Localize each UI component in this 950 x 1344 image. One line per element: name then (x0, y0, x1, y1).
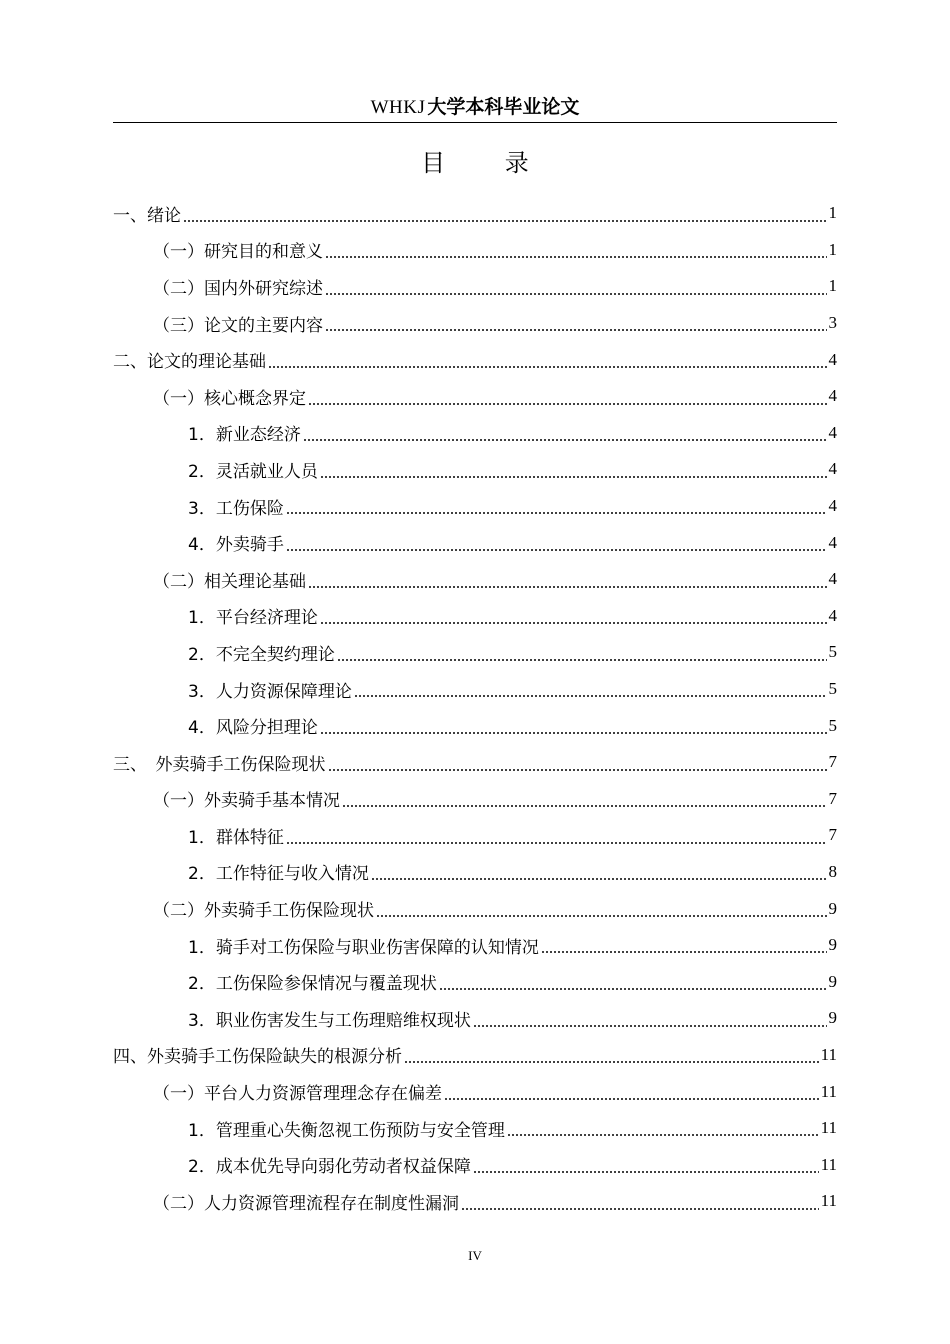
toc-entry-page-number: 9 (828, 898, 837, 918)
header-document-type: 大学本科毕业论文 (427, 96, 580, 118)
toc-dot-leader (461, 1208, 819, 1210)
toc-dot-leader (320, 476, 827, 478)
toc-entry[interactable] (113, 1073, 837, 1110)
toc-entry-label: 2．成本优先导向弱化劳动者权益保障 (188, 1157, 471, 1178)
toc-entry-label: 1．新业态经济 (188, 425, 301, 446)
toc-entry[interactable] (113, 1037, 837, 1074)
toc-entry-label: 1．平台经济理论 (188, 608, 318, 629)
toc-entry-page-number: 1 (828, 239, 837, 259)
toc-entry-label: 4．外卖骑手 (188, 535, 284, 556)
toc-entry[interactable] (113, 890, 837, 927)
toc-entry-label: （二）相关理论基础 (153, 571, 306, 592)
toc-entry[interactable] (113, 1146, 837, 1183)
toc-entry-label: 1．骑手对工伤保险与职业伤害保障的认知情况 (188, 937, 539, 958)
page-title: 目 录 (421, 149, 555, 177)
toc-entry-label: 4．风险分担理论 (188, 718, 318, 739)
toc-dot-leader (439, 988, 827, 990)
toc-entry[interactable] (113, 634, 837, 671)
toc-entry-label: 1．管理重心失衡忽视工伤预防与安全管理 (188, 1120, 505, 1141)
toc-entry-label: （一）外卖骑手基本情况 (153, 791, 340, 812)
toc-entry-page-number: 11 (820, 1044, 837, 1064)
toc-entry[interactable] (113, 817, 837, 854)
toc-entry[interactable] (113, 451, 837, 488)
toc-dot-leader (325, 293, 827, 295)
toc-dot-leader (286, 512, 827, 514)
toc-entry[interactable] (113, 524, 837, 561)
toc-entry-label: 1．群体特征 (188, 827, 284, 848)
toc-entry-label: 2．不完全契约理论 (188, 644, 335, 665)
toc-entry-page-number: 11 (820, 1081, 837, 1101)
toc-dot-leader (286, 842, 827, 844)
toc-entry-label: （一）核心概念界定 (153, 388, 306, 409)
toc-entry-label: 一、绪论 (113, 205, 181, 226)
toc-entry[interactable] (113, 305, 837, 342)
toc-entry-page-number: 11 (820, 1191, 837, 1211)
toc-entry-page-number: 11 (820, 1118, 837, 1138)
toc-entry-page-number: 5 (828, 715, 837, 735)
toc-entry-label: 3．人力资源保障理论 (188, 681, 352, 702)
toc-entry[interactable] (113, 854, 837, 891)
toc-entry-label: 3．职业伤害发生与工伤理赔维权现状 (188, 1010, 471, 1031)
toc-entry-label: 2．工伤保险参保情况与覆盖现状 (188, 974, 437, 995)
toc-entry-page-number: 7 (828, 752, 837, 772)
toc-entry-label: （一）研究目的和意义 (153, 242, 323, 263)
toc-entry[interactable] (113, 232, 837, 269)
toc-dot-leader (320, 622, 827, 624)
toc-entry-page-number: 4 (828, 349, 837, 369)
toc-entry[interactable] (113, 781, 837, 818)
toc-dot-leader (320, 732, 827, 734)
toc-entry[interactable] (113, 268, 837, 305)
toc-dot-leader (268, 366, 827, 368)
toc-entry[interactable] (113, 744, 837, 781)
toc-entry-page-number: 7 (828, 825, 837, 845)
toc-dot-leader (325, 329, 827, 331)
toc-entry-label: 2．灵活就业人员 (188, 461, 318, 482)
page-number-footer: IV (468, 1248, 482, 1263)
toc-dot-leader (473, 1171, 819, 1173)
toc-dot-leader (376, 915, 827, 917)
toc-entry[interactable] (113, 671, 837, 708)
toc-entry[interactable] (113, 707, 837, 744)
running-header (113, 92, 837, 123)
toc-entry-page-number: 4 (828, 386, 837, 406)
toc-entry-label: 二、论文的理论基础 (113, 352, 266, 373)
toc-dot-leader (444, 1098, 819, 1100)
toc-dot-leader (507, 1134, 819, 1136)
toc-entry[interactable] (113, 378, 837, 415)
toc-dot-leader (371, 878, 827, 880)
toc-entry[interactable] (113, 927, 837, 964)
toc-entry-label: （一）平台人力资源管理理念存在偏差 (153, 1084, 442, 1105)
toc-entry-page-number: 11 (820, 1154, 837, 1174)
toc-entry-page-number: 4 (828, 496, 837, 516)
toc-entry-page-number: 8 (828, 861, 837, 881)
toc-entry-label: 三、 外卖骑手工伤保险现状 (113, 754, 326, 775)
toc-entry-page-number: 4 (828, 532, 837, 552)
toc-entry-page-number: 3 (828, 313, 837, 333)
toc-entry-page-number: 7 (828, 788, 837, 808)
toc-entry-page-number: 4 (828, 459, 837, 479)
toc-entry-label: 2．工作特征与收入情况 (188, 864, 369, 885)
toc-entry-label: （二）国内外研究综述 (153, 278, 323, 299)
toc-dot-leader (308, 403, 827, 405)
toc-entry-page-number: 9 (828, 971, 837, 991)
toc-dot-leader (541, 951, 827, 953)
toc-entry[interactable] (113, 341, 837, 378)
toc-entry-label: 四、外卖骑手工伤保险缺失的根源分析 (113, 1047, 402, 1068)
toc-dot-leader (337, 659, 827, 661)
toc-entry-page-number: 5 (828, 679, 837, 699)
toc-entry-page-number: 1 (828, 203, 837, 223)
toc-dot-leader (325, 256, 827, 258)
toc-entry[interactable] (113, 1183, 837, 1220)
toc-entry-label: （三）论文的主要内容 (153, 315, 323, 336)
toc-entry-page-number: 5 (828, 642, 837, 662)
toc-entry[interactable] (113, 598, 837, 635)
toc-entry-page-number: 9 (828, 935, 837, 955)
toc-entry-label: （二）外卖骑手工伤保险现状 (153, 901, 374, 922)
toc-dot-leader (183, 220, 827, 222)
toc-entry[interactable] (113, 415, 837, 452)
toc-entry-page-number: 9 (828, 1008, 837, 1028)
header-university-code: WHKJ (370, 97, 426, 118)
toc-dot-leader (404, 1061, 819, 1063)
toc-entry[interactable] (113, 1000, 837, 1037)
toc-dot-leader (473, 1025, 827, 1027)
toc-entry[interactable] (113, 1110, 837, 1147)
toc-dot-leader (354, 695, 827, 697)
toc-dot-leader (303, 439, 827, 441)
toc-entry[interactable] (113, 963, 837, 1000)
toc-entry-label: （二）人力资源管理流程存在制度性漏洞 (153, 1193, 459, 1214)
toc-entry[interactable] (113, 195, 837, 232)
table-of-contents (113, 195, 837, 1220)
toc-dot-leader (286, 549, 827, 551)
toc-entry[interactable] (113, 488, 837, 525)
toc-dot-leader (342, 805, 827, 807)
toc-entry-page-number: 1 (828, 276, 837, 296)
toc-entry[interactable] (113, 561, 837, 598)
toc-dot-leader (328, 769, 827, 771)
toc-dot-leader (308, 586, 827, 588)
toc-entry-page-number: 4 (828, 569, 837, 589)
toc-entry-label: 3．工伤保险 (188, 498, 284, 519)
toc-entry-page-number: 4 (828, 422, 837, 442)
toc-entry-page-number: 4 (828, 605, 837, 625)
